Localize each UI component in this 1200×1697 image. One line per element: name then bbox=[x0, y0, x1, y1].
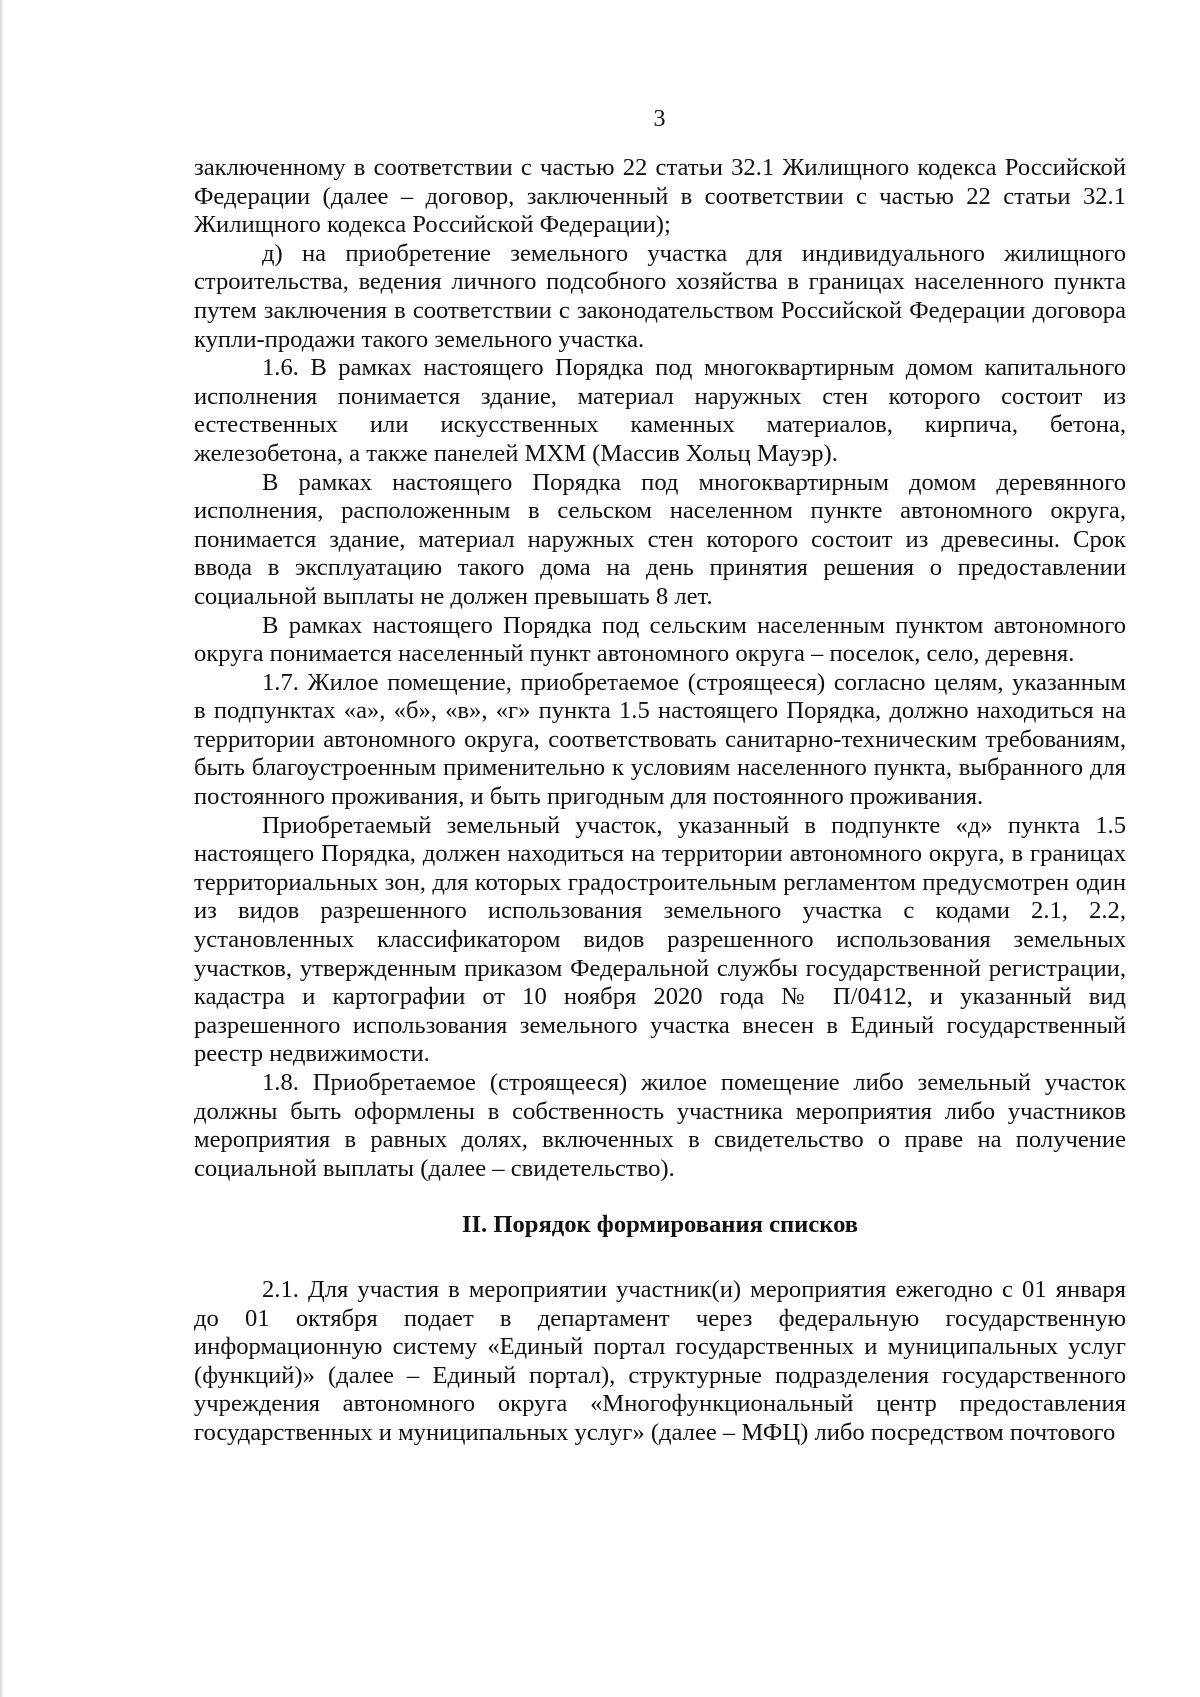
paragraph-wooden-house: В рамках настоящего Порядка под многоквартирным домом деревянного исполнения, расположенным в сельском населенном пункте автономного округа, понимается здание, материал наружных стен которого состоит из древесины. Срок ввода в эксплуатацию такого дома на день принятия решения о предоставлении социальной выплаты не должен превышать 8 лет. bbox=[194, 468, 1126, 610]
document-body bbox=[194, 154, 1126, 1448]
page-edge-shadow bbox=[0, 0, 4, 1697]
paragraph-1-6: 1.6. В рамках настоящего Порядка под многоквартирным домом капитального исполнения понимается здание, материал наружных стен которого состоит из естественных или искусственных каменных материалов, кирпича, бетона, железобетона, а также панелей МХМ (Массив Хольц Мауэр). bbox=[194, 354, 1126, 467]
paragraph-1-7: 1.7. Жилое помещение, приобретаемое (строящееся) согласно целям, указанным в подпунктах «а», «б», «в», «г» пункта 1.5 настоящего Порядка, должно находиться на территории автономного округа, соответствовать санитарно-техническим требованиям, быть благоустроенным применительно к условиям населенного пункта, выбранного для постоянного проживания, и быть пригодным для постоянного проживания. bbox=[194, 668, 1126, 811]
paragraph-continuation: заключенному в соответствии с частью 22 статьи 32.1 Жилищного кодекса Российской Федерации (далее – договор, заключенный в соответствии с частью 22 статьи 32.1 Жилищного кодекса Российской Федерации); bbox=[194, 154, 1126, 239]
page-number: 3 bbox=[653, 106, 666, 132]
paragraph-rural-settlement: В рамках настоящего Порядка под сельским населенным пунктом автономного округа понимается населенный пункт автономного округа – поселок, село, деревня. bbox=[194, 611, 1126, 668]
section-heading: II. Порядок формирования списков bbox=[461, 1211, 859, 1239]
paragraph-subitem-d: д) на приобретение земельного участка для индивидуального жилищного строительства, ведения личного подсобного хозяйства в границах населенного пункта путем заключения в соответствии с законодательством Российской Федерации договора купли-продажи такого земельного участка. bbox=[194, 239, 1126, 353]
paragraph-1-8: 1.8. Приобретаемое (строящееся) жилое помещение либо земельный участок должны быть оформлены в собственность участника мероприятия либо участников мероприятия в равных долях, включенных в свидетельство о праве на получение социальной выплаты (далее – свидетельство). bbox=[194, 1069, 1126, 1182]
paragraph-2-1: 2.1. Для участия в мероприятии участник(и) мероприятия ежегодно с 01 января до 01 октября подает в департамент через федеральную государственную информационную систему «Единый портал государственных и муниципальных услуг (функций)» (далее – Единый портал), структурные подразделения государственного учреждения автономного округа «Многофункциональный центр предоставления государственных и муниципальных услуг» (далее – МФЦ) либо посредством почтового bbox=[194, 1275, 1126, 1446]
paragraph-land-plot: Приобретаемый земельный участок, указанный в подпункте «д» пункта 1.5 настоящего Порядка, должен находиться на территории автономного округа, в границах территориальных зон, для которых градостроительным регламентом предусмотрен один из видов разрешенного использования земельного участка с кодами 2.1, 2.2, установленных классификатором видов разрешенного использования земельных участков, утвержденным приказом Федеральной службы государственной регистрации, кадастра и картографии от 10 ноября 2020 года № П/0412, и указанный вид разрешенного использования земельного участка внесен в Единый государственный реестр недвижимости. bbox=[194, 811, 1126, 1068]
